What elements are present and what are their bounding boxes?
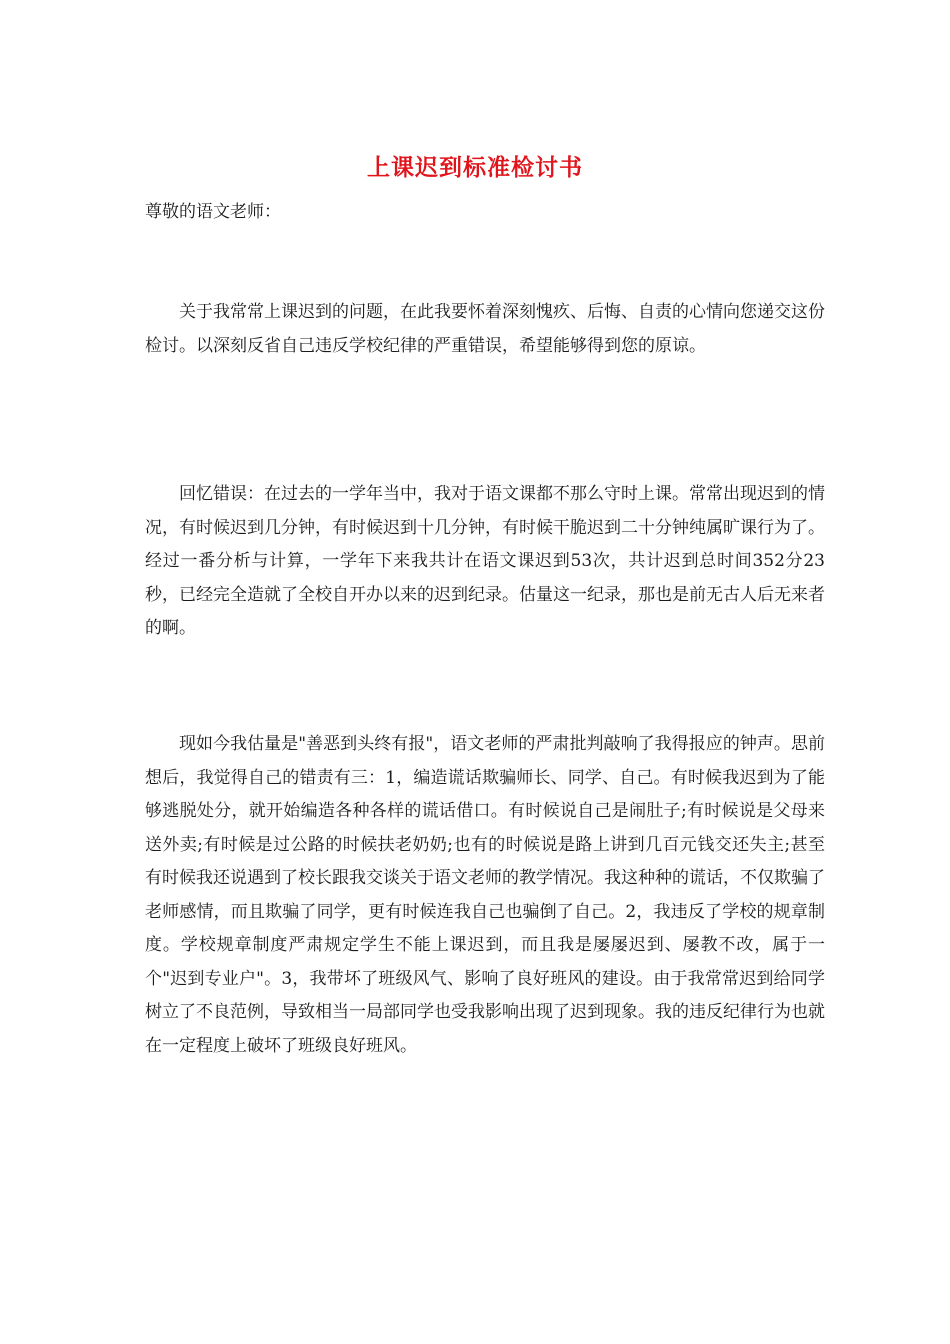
paragraph-recall-mistakes: 回忆错误：在过去的一学年当中，我对于语文课都不那么守时上课。常常出现迟到的情况，有时候迟到几分钟，有时候迟到十几分钟，有时候干脆迟到二十分钟纯属旷课行为了。经过一番分析与计算，一学年下来我共计在语文课迟到53次，共计迟到总时间352分23秒，已经完全造就了全校自开办以来的迟到纪录。估量这一纪录，那也是前无古人后无来者的啊。 <box>145 484 825 638</box>
paragraph-apology: 关于我常常上课迟到的问题，在此我要怀着深刻愧疚、后悔、自责的心情向您递交这份检讨。以深刻反省自己违反学校纪律的严重错误，希望能够得到您的原谅。 <box>145 302 825 356</box>
paragraph-reflection: 现如今我估量是"善恶到头终有报"，语文老师的严肃批判敲响了我得报应的钟声。思前想后，我觉得自己的错责有三：1，编造谎话欺骗师长、同学、自己。有时候我迟到为了能够逃脱处分，就开始编造各种各样的谎话借口。有时候说自己是闹肚子;有时候说是父母来送外卖;有时候是过公路的时候扶老奶奶;也有的时候说是路上讲到几百元钱交还失主;甚至有时候我还说遇到了校长跟我交谈关于语文老师的教学情况。我这种种的谎话，不仅欺骗了老师感情，而且欺骗了同学，更有时候连我自己也骗倒了自己。2，我违反了学校的规章制度。学校规章制度严肃规定学生不能上课迟到，而且我是屡屡迟到、屡教不改，属于一个"迟到专业户"。3，我带坏了班级风气、影响了良好班风的建设。由于我常常迟到给同学树立了不良范例，导致相当一局部同学也受我影响出现了迟到现象。我的违反纪律行为也就在一定程度上破坏了班级良好班风。 <box>145 734 825 1056</box>
document-title: 上课迟到标准检讨书 <box>367 154 583 181</box>
salutation: 尊敬的语文老师： <box>145 202 281 222</box>
